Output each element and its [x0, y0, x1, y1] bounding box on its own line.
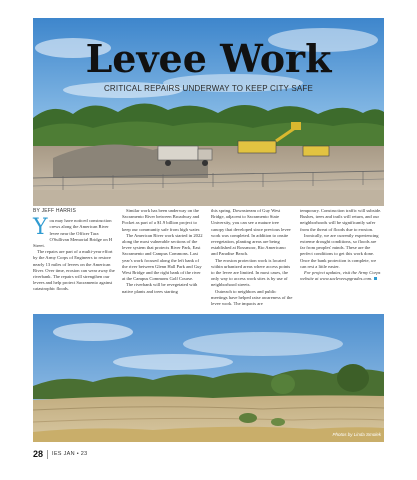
levee-photo — [33, 314, 384, 442]
article-paragraph: temporary. Construction traffic will subside. Bushes, trees and trails will return, and our neighborhoods will be significantly safer from the threat of floods due to erosion. — [300, 208, 382, 232]
article-column-2 — [122, 208, 204, 295]
article-body — [33, 208, 384, 313]
article-paragraph: Ironically, we are currently experiencing extreme drought conditions, so floods are far from peoples' minds. These are the perfect conditions to get this work done. Once the bank protection is complete, we can rest a little easier. — [300, 232, 379, 269]
hero-photo — [33, 18, 384, 206]
article-column-1 — [33, 208, 115, 293]
article-paragraph: The repairs are part of a multi-year effort by the Army Corps of Engineers to restore nearly 13 miles of levees on the American River. Over time, erosion can wear away the riverbank. The repairs will strengthen our levees and help protect Sacramento against catastrophic floods. — [33, 249, 115, 292]
footnote-text: For project updates, visit the Army Corps website at www.sacleveeupgrades.com. — [300, 270, 381, 282]
end-of-article-mark — [374, 277, 377, 280]
article-title: Levee Work — [85, 36, 332, 81]
levee-landscape-illustration — [33, 314, 384, 442]
paragraph-text: ou may have noticed construction crews along the American River levee near the Officer Tara O'Sullivan Memorial Bridge on H Street. — [33, 218, 113, 249]
article-paragraph: this spring. Downstream of Guy West Bridge, adjacent to Sacramento State University, you can see a mature tree canopy that developed since previous levee work was completed. In addition to onsite revegetation, planting areas are being established at Rossmoor, Rio Americano and Paradise Beach. — [211, 208, 291, 257]
article-subtitle: CRITICAL REPAIRS UNDERWAY TO KEEP CITY SAFE — [103, 84, 314, 93]
article-paragraph-footnote — [300, 270, 382, 282]
photo-credit: Photos by Linda Smolek — [332, 432, 381, 437]
page-footer — [33, 448, 88, 460]
article-paragraph: Similar work has been underway on the Sacramento River between Broadway and Pocket as part of a $1.9 billion project to keep our community safe from high water. — [122, 208, 201, 232]
article-paragraph: The riverbank will be revegetated with native plants and trees starting — [122, 282, 198, 294]
byline: BY JEFF HARRIS — [33, 208, 76, 214]
page-number: 28 — [33, 449, 44, 459]
footer-divider — [47, 450, 48, 459]
drop-cap: Y — [33, 215, 48, 241]
article-paragraph: Outreach to neighbors and public meetings have helped raise awareness of the levee work. The impacts are — [211, 288, 293, 307]
article-column-3 — [211, 208, 293, 307]
article-paragraph — [33, 215, 115, 249]
article-column-4 — [300, 208, 382, 282]
article-paragraph: The erosion protection work is located within urbanized areas where access points to the levee are limited. In most cases, the only way to access work sites is by use of neighborhood streets. — [211, 257, 291, 288]
article-paragraph: The American River work started in 2022 along the most vulnerable sections of the levee system that protects River Park, East Sacramento and Campus Commons. Last year's work focused along the left bank of the river between Glenn Hall Park and Guy West Bridge and the right bank of the river at the Campus Commons Golf Course. — [122, 232, 203, 282]
publication-issue: IES JAN • 23 — [52, 451, 88, 457]
